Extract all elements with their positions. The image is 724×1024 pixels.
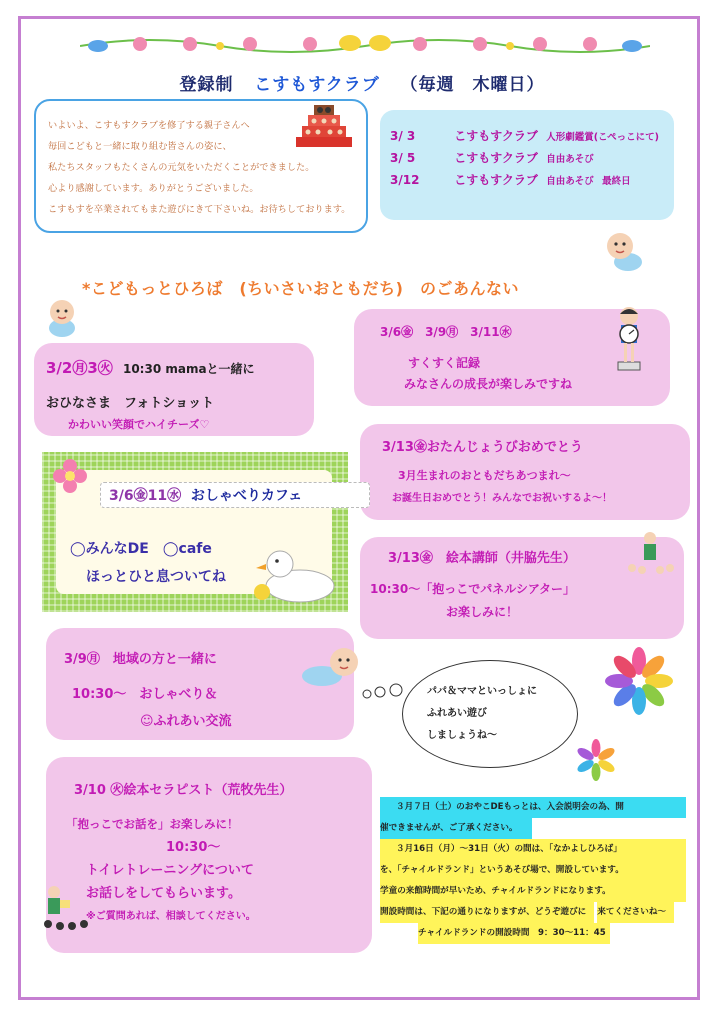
small-flower-icon [574, 738, 618, 782]
cafe-line: ほっとひと息ついてね [86, 569, 226, 585]
event-date: 3/2㊊3㊋ [46, 359, 113, 377]
baby-illustration [42, 296, 82, 338]
event-note: ※ご質問あれば、相談してください。 [86, 911, 256, 922]
intro-line: 私たちスタッフもたくさんの元気をいただくことができました。 [48, 162, 315, 173]
event-title: おひなさま フォトショット [46, 396, 215, 411]
event-line: 10:30～ [166, 840, 221, 855]
event-card-picture-book-therapist [46, 757, 372, 953]
section-heading: *こどもっとひろば (ちいさいおともだち) のごあんない [82, 279, 519, 298]
cafe-date: 3/6㊎11㊌ [109, 488, 182, 504]
cloud-line: しましょうね～ [427, 730, 497, 741]
cloud-line: パパ＆ママといっしょに [427, 686, 537, 697]
hina-dolls-illustration [296, 103, 352, 147]
schedule-row [390, 148, 674, 170]
schedule-activity: 人形劇鑑賞(こぺっこにて) [546, 132, 660, 143]
event-line: トイレトレーニングについて [86, 863, 254, 878]
notice-hours: チャイルドランドの開設時間 9：30～11：45 [418, 923, 610, 944]
cloud-line: ふれあい遊び [427, 708, 487, 719]
event-line: お楽しみに！ [446, 605, 519, 619]
event-title: 3/13㊎ 絵本講師（井脇先生） [388, 551, 576, 566]
cafe-title-band [100, 482, 370, 508]
schedule-date: 3/ 5 [390, 151, 416, 165]
notice-line: ３月７日（土）のおやこDEもっとは、入会説明会の為、開 [380, 797, 686, 818]
notice-box [380, 797, 686, 944]
event-line: ☺ふれあい交流 [140, 714, 232, 729]
intro-line: 心より感謝しています。ありがとうございました。 [48, 183, 259, 194]
event-card-hinamatsuri [34, 343, 314, 436]
event-line: 3月生まれのおともだちあつまれ～ [398, 469, 571, 482]
storytelling-illustration [626, 530, 676, 576]
large-flower-icon [604, 646, 674, 716]
cafe-line: ◯みんなDE ◯cafe [70, 541, 212, 557]
notice-line: を、「チャイルドランド」というあそび場で、開設しています。 [380, 860, 686, 881]
event-line: お誕生日おめでとう！みんなでお祝いするよ～！ [392, 493, 612, 504]
event-title: 3/10 ㊋絵本セラピスト（荒牧先生） [74, 783, 293, 798]
notice-line: 学童の来館時間が早いため、チャイルドランドになります。 [380, 881, 686, 902]
intro-line: 毎回こどもと一緒に取り組む皆さんの姿に、 [48, 141, 232, 152]
event-title: すくすく記録 [408, 356, 481, 370]
thought-cloud [402, 660, 578, 768]
flower-garland [80, 30, 650, 58]
crawling-baby-illustration [300, 642, 364, 692]
schedule-club: こすもすクラブ [454, 173, 538, 187]
chat-cafe-panel [42, 452, 348, 612]
intro-line: こすもすを卒業されてもまた遊びにきて下さいね。お待ちしております。 [48, 204, 351, 215]
event-card-birthday [360, 424, 690, 520]
event-dates: 3/6㊎ 3/9㊊ 3/11㊌ [380, 325, 512, 339]
schedule-activity: 自由あそび [546, 154, 594, 165]
title-club: こすもすクラブ [254, 75, 380, 95]
event-title: 3/13㊎おたんじょうびおめでとう [382, 440, 583, 455]
schedule-row [390, 126, 674, 148]
storytelling-illustration [38, 884, 94, 934]
duck-illustration [250, 544, 340, 604]
event-title: 3/9㊊ 地域の方と一緒に [64, 652, 217, 667]
notice-line: 来てくださいね～ [597, 902, 674, 923]
club-schedule-box [380, 110, 674, 220]
page-title [0, 70, 724, 95]
schedule-note: 最終日 [602, 176, 631, 187]
schedule-date: 3/12 [390, 173, 420, 187]
event-subtitle: かわいい笑顔でハイチーズ♡ [68, 418, 210, 431]
baby-illustration [600, 228, 646, 274]
notice-line: ３月16日（月）～31日（火）の間は、「なかよしひろば」 [380, 839, 686, 860]
notice-line: 開設時間は、下記の通りになりますが、どうぞ遊びに [380, 902, 594, 923]
thought-bubble-dots [362, 682, 406, 702]
cafe-title: おしゃべりカフェ [190, 488, 303, 504]
title-days: （毎週 木曜日） [400, 75, 545, 95]
title-prefix: 登録制 [179, 75, 234, 95]
schedule-activity: 自由あそび [546, 176, 594, 187]
schedule-row [390, 170, 674, 192]
event-subtitle: みなさんの成長が楽しみですね [404, 377, 573, 391]
event-time: 10:30 mamaと一緒に [122, 362, 255, 376]
flower-decoration [50, 456, 90, 496]
intro-line: いよいよ、こすもすクラブを修了する親子さんへ [48, 120, 250, 131]
event-line: お話しをしてもらいます。 [86, 886, 241, 901]
event-line: 10:30～「抱っこでパネルシアター」 [370, 582, 576, 596]
schedule-club: こすもすクラブ [454, 151, 538, 165]
notice-line: 催できませんが、ご了承ください。 [380, 818, 532, 839]
child-scale-illustration [612, 306, 646, 372]
event-line: 10:30～ おしゃべり＆ [72, 687, 218, 702]
event-line: 「抱っこでお話を」お楽しみに！ [66, 817, 239, 831]
schedule-date: 3/ 3 [390, 129, 416, 143]
schedule-club: こすもすクラブ [454, 129, 538, 143]
